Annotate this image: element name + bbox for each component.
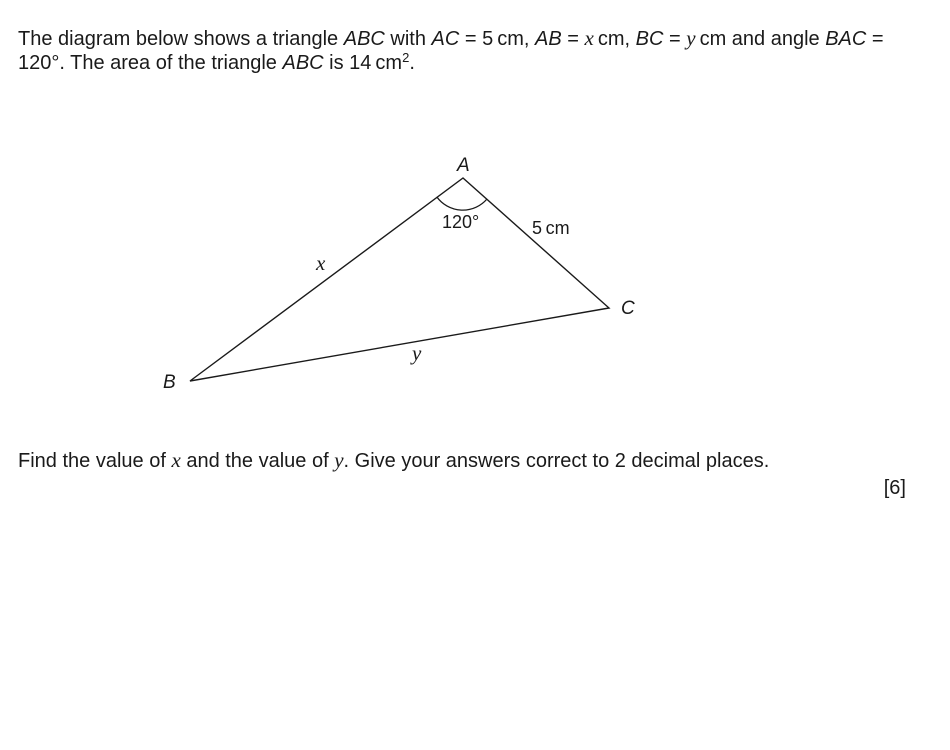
- variable-x: x: [584, 26, 594, 50]
- side-bc-name: BC: [635, 28, 664, 50]
- angle-name: BAC: [825, 28, 867, 50]
- vertex-a-label: A: [457, 155, 470, 176]
- angle-label: 120°: [442, 212, 480, 232]
- triangle-name: ABC: [282, 52, 324, 74]
- side-bc-label: y: [412, 341, 422, 365]
- intro-text: = 5 cm,: [459, 28, 536, 50]
- vertex-b-label: B: [163, 372, 176, 393]
- area-unit-exponent: 2: [402, 50, 410, 65]
- task-text: and the value of: [180, 450, 335, 472]
- variable-x: x: [171, 448, 181, 472]
- vertex-c-label: C: [621, 298, 635, 319]
- variable-y: y: [686, 26, 696, 50]
- intro-text: = 120°. The area of the triangle: [18, 28, 884, 74]
- side-ab-label: x: [316, 251, 326, 275]
- angle-arc: [437, 197, 487, 210]
- intro-text: .: [409, 52, 415, 74]
- triangle-abc: [190, 178, 609, 381]
- intro-text: The diagram below shows a triangle: [18, 28, 344, 50]
- intro-text: with: [384, 28, 432, 50]
- side-ac-name: AC: [431, 28, 460, 50]
- intro-text: =: [663, 28, 687, 50]
- marks-allocation: [6]: [883, 477, 906, 499]
- task-text: Find the value of: [18, 450, 172, 472]
- variable-y: y: [334, 448, 344, 472]
- side-ac-label: 5 cm: [532, 218, 570, 238]
- intro-text: is 14 cm: [323, 52, 403, 74]
- intro-text: =: [561, 28, 585, 50]
- intro-text: cm and angle: [695, 28, 826, 50]
- triangle-name: ABC: [343, 28, 385, 50]
- intro-text: cm,: [593, 28, 636, 50]
- task-text: . Give your answers correct to 2 decimal places.: [343, 450, 770, 472]
- question-task: [18, 448, 769, 473]
- side-ab-name: AB: [535, 28, 562, 50]
